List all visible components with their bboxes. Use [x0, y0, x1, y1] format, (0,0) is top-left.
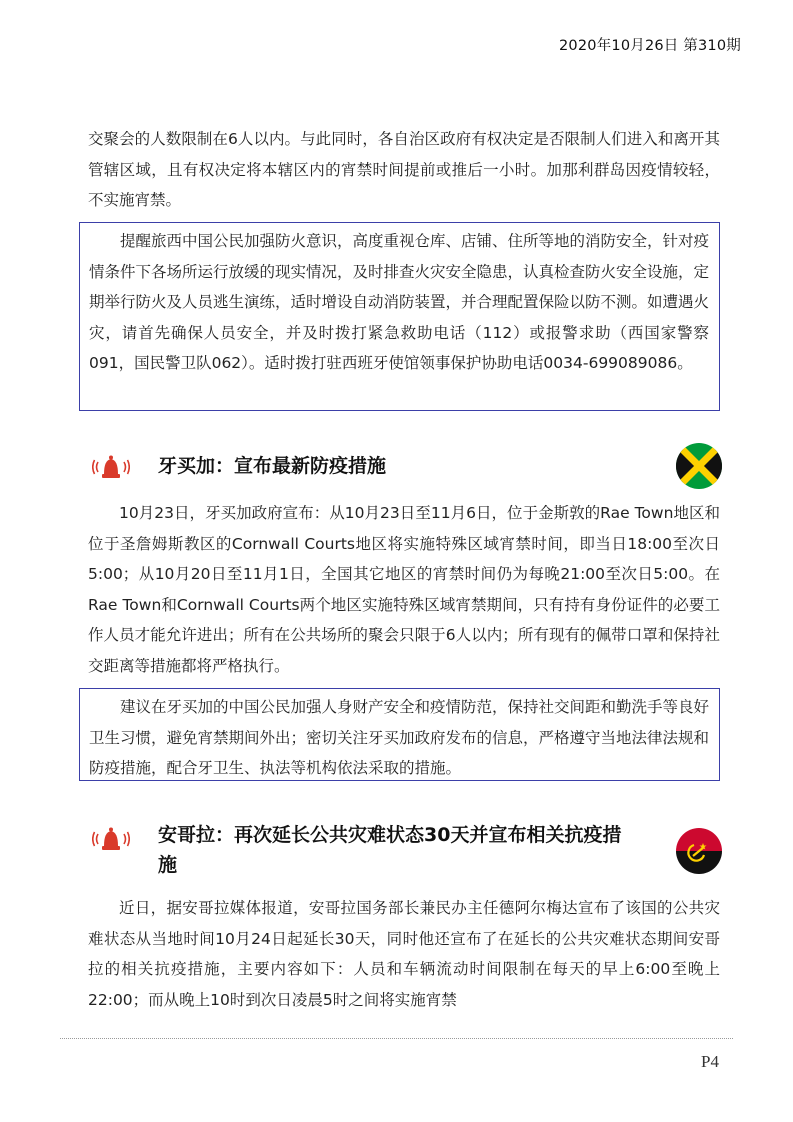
angola-body-paragraph: 近日，据安哥拉媒体报道，安哥拉国务部长兼民办主任德阿尔梅达宣布了该国的公共灾难状态从当地时间10月24日起延长30天，同时他还宣布了在延长的公共灾难状态期间安哥拉的相关抗疫措施，主要内容如下：人员和车辆流动时间限制在每天的早上6:00至晚上22:00；而从晚上10时到次日凌晨5时之间将实施宵禁 — [88, 899, 720, 1009]
jamaica-section-title: 牙买加：宣布最新防疫措施 — [158, 455, 387, 477]
jamaica-advice-text: 建议在牙买加的中国公民加强人身财产安全和疫情防范，保持社交间距和勤洗手等良好卫生习惯，避免宵禁期间外出；密切关注牙买加政府发布的信息，严格遵守当地法律法规和防疫措施，配合牙卫生、执法等机构依法采取的措施。 — [89, 698, 710, 777]
angola-flag-icon — [676, 828, 722, 874]
spain-advice-text: 提醒旅西中国公民加强防火意识，高度重视仓库、店铺、住所等地的消防安全，针对疫情条件下各场所运行放缓的现实情况，及时排查火灾安全隐患，认真检查防火安全设施，定期举行防火及人员逃生演练，适时增设自动消防装置，并合理配置保险以防不测。如遭遇火灾，请首先确保人员安全，并及时拨打紧急救助电话（112）或报警求助（西国家警察091，国民警卫队062）。适时拨打驻西班牙使馆领事保护协助电话0034-699089086。 — [89, 232, 710, 372]
spain-paragraph-tail: 交聚会的人数限制在6人以内。与此同时，各自治区政府有权决定是否限制人们进入和离开其管辖区域，且有权决定将本辖区内的宵禁时间提前或推后一小时。加那利群岛因疫情较轻，不实施宵禁。 — [88, 130, 720, 209]
angola-section-title: 安哥拉：再次延长公共灾难状态30天并宣布相关抗疫措施 — [158, 824, 622, 876]
issue-date-header: 2020年10月26日 第310期 — [559, 38, 741, 54]
jamaica-advice-box — [79, 688, 720, 781]
alarm-bell-icon — [92, 822, 130, 854]
spain-advice-box — [79, 222, 720, 411]
page-number: P4 — [701, 1052, 719, 1071]
jamaica-body-paragraph: 10月23日，牙买加政府宣布：从10月23日至11月6日，位于金斯敦的Rae Town地区和位于圣詹姆斯教区的Cornwall Courts地区将实施特殊区域宵禁时间，即当日18:00至次日5:00；从10月20日至11月1日，全国其它地区的宵禁时间仍为每晚21:00至次日5:00。在Rae Town和Cornwall Courts两个地区实施特殊区域宵禁期间，只有持有身份证件的必要工作人员才能允许进出；所有在公共场所的聚会只限于6人以内；所有现有的佩带口罩和保持社交距离等措施都将严格执行。 — [88, 504, 720, 675]
footer-divider — [60, 1038, 733, 1039]
jamaica-flag-icon — [676, 443, 722, 489]
alarm-bell-icon — [92, 450, 130, 482]
